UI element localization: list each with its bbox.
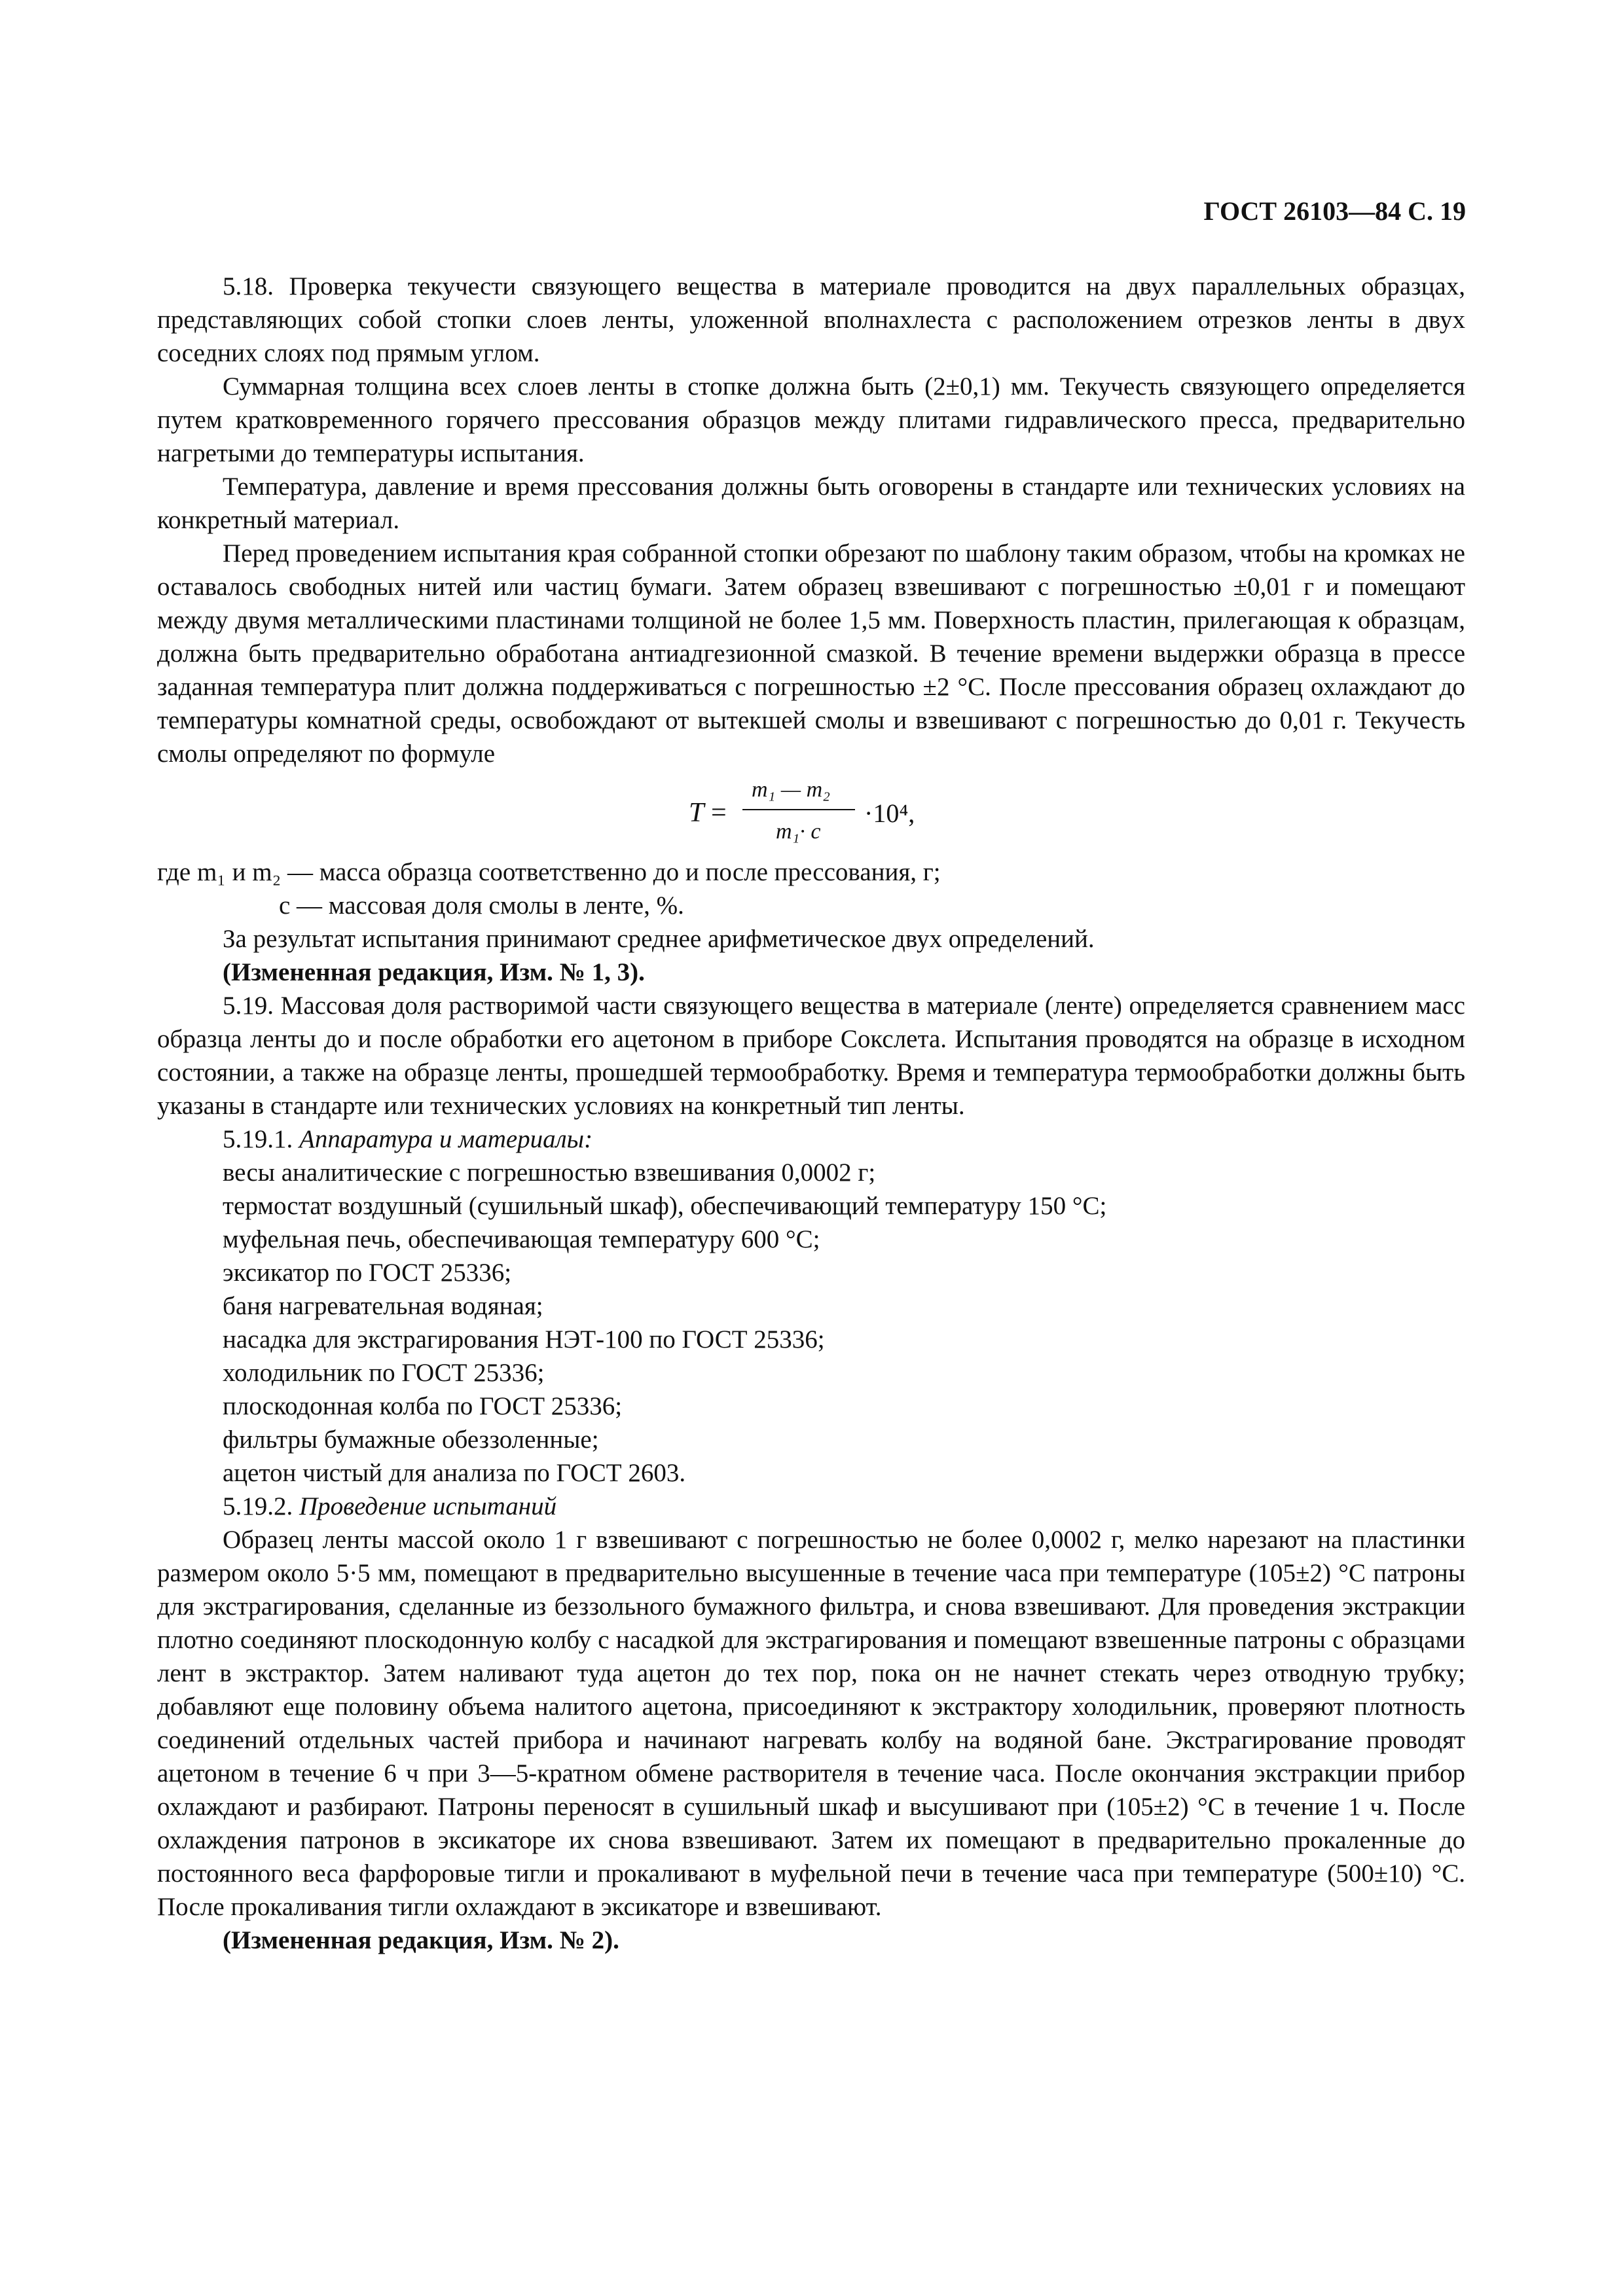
paragraph-pressing-conditions: Температура, давление и время прессования должны быть оговорены в стандарте или технических условиях на конкретный материал. (157, 473, 1465, 534)
page-header: ГОСТ 26103—84 С. 19 (1203, 196, 1466, 226)
subsection-title: Аппаратура и материалы: (299, 1125, 593, 1153)
formula-where-m: где m₁ и m₂ — масса образца соответственно до и после прессования, г; (157, 858, 941, 886)
subsection-5-19-2 (157, 1490, 1465, 1523)
list-item: ацетон чистый для анализа по ГОСТ 2603. (223, 1459, 686, 1487)
subsection-title: Проведение испытаний (299, 1492, 557, 1520)
list-item: эксикатор по ГОСТ 25336; (223, 1259, 512, 1287)
paragraph-5-18: 5.18. Проверка текучести связующего вещества в материале проводится на двух параллельных образцах, представляющих собой стопки слоев ленты, уложенной вполнахлеста с расположением отрезков ленты в двух соседних слоях под прямым углом. (157, 272, 1465, 367)
paragraph-procedure: Перед проведением испытания края собранной стопки обрезают по шаблону таким образом, чтобы на кромках не оставалось свободных нитей или частиц бумаги. Затем образец взвешивают с погрешностью ±0,01 г и помещают между двумя металлическими пластинами толщиной не более 1,5 мм. Поверхность пластин, прилегающая к образцам, должна быть предварительно обработана антиадгезионной смазкой. В течение времени выдержки образца в прессе заданная температура плит должна поддерживаться с погрешностью ±2 °С. После прессования образец охлаждают до температуры комнатной среды, освобождают от вытекшей смолы и взвешивают с погрешностью до 0,01 г. Текучесть смолы определяют по формуле (157, 539, 1465, 768)
list-item: фильтры бумажные обеззоленные; (223, 1426, 599, 1454)
subsection-number: 5.19.1. (223, 1125, 293, 1153)
fraction-bar (742, 809, 855, 810)
paragraph-thickness: Суммарная толщина всех слоев ленты в стопке должна быть (2±0,1) мм. Текучесть связующего определяется путем кратковременного горячего прессования образцов между плитами гидравлического пресса, предварительно нагретыми до температуры испытания. (157, 372, 1465, 467)
list-item: муфельная печь, обеспечивающая температуру 600 °С; (223, 1225, 820, 1253)
paragraph-5-19: 5.19. Массовая доля растворимой части связующего вещества в материале (ленте) определяется сравнением масс образца ленты до и после обработки его ацетоном в приборе Сокслета. Испытания проводятся на образце в исходном состоянии, а также на образце ленты, прошедшей термообработку. Время и температура термообработки должны быть указаны в стандарте или технических условиях на конкретный тип ленты. (157, 992, 1465, 1120)
revision-note-1-3: (Измененная редакция, Изм. № 1, 3). (223, 958, 645, 986)
formula-where-c: c — массовая доля смолы в ленте, %. (279, 891, 684, 920)
revision-note-2: (Измененная редакция, Изм. № 2). (223, 1926, 619, 1954)
subsection-number: 5.19.2. (223, 1492, 293, 1520)
formula-multiplier: ·10⁴, (864, 798, 915, 828)
list-item: холодильник по ГОСТ 25336; (223, 1359, 545, 1387)
list-item: насадка для экстрагирования НЭТ-100 по ГОСТ 25336; (223, 1325, 825, 1354)
paragraph-result: За результат испытания принимают среднее арифметическое двух определений. (223, 925, 1095, 953)
equipment-list (157, 1156, 1465, 1490)
formula-denominator: m₁· c (776, 819, 821, 844)
list-item: плоскодонная колба по ГОСТ 25336; (223, 1392, 623, 1420)
formula-equals: = (711, 798, 727, 828)
formula-numerator: m₁ — m₂ (752, 778, 830, 802)
subsection-5-19-1 (157, 1122, 1465, 1156)
list-item: термостат воздушный (сушильный шкаф), обеспечивающий температуру 150 °С; (223, 1192, 1107, 1220)
flow-formula (157, 770, 1465, 855)
formula-lhs: T (689, 798, 704, 828)
document-body (157, 270, 1465, 1957)
paragraph-test-procedure: Образец ленты массой около 1 г взвешивают с погрешностью не более 0,0002 г, мелко нарезают на пластинки размером около 5·5 мм, помещают в предварительно высушенные в течение часа при температуре (105±2) °С патроны для экстрагирования, сделанные из беззольного бумажного фильтра, и снова взвешивают. Для проведения экстракции плотно соединяют плоскодонную колбу с насадкой для экстрагирования и помещают взвешенные патроны с образцами лент в экстрактор. Затем наливают туда ацетон до тех пор, пока он не начнет стекать через отводную трубку; добавляют еще половину объема налитого ацетона, присоединяют к экстрактору холодильник, проверяют плотность соединений отдельных частей прибора и начинают нагревать колбу на водяной бане. Экстрагирование проводят ацетоном в течение 6 ч при 3—5-кратном обмене растворителя в течение часа. После окончания экстракции прибор охлаждают и разбирают. Патроны переносят в сушильный шкаф и высушивают при (105±2) °С в течение 1 ч. После охлаждения патронов в эксикаторе их снова взвешивают. Затем их помещают в предварительно прокаленные до постоянного веса фарфоровые тигли и прокаливают в муфельной печи в течение часа при температуре (500±10) °С. После прокаливания тигли охлаждают в эксикаторе и взвешивают. (157, 1526, 1465, 1921)
list-item: весы аналитические с погрешностью взвешивания 0,0002 г; (223, 1158, 876, 1187)
list-item: баня нагревательная водяная; (223, 1292, 543, 1320)
